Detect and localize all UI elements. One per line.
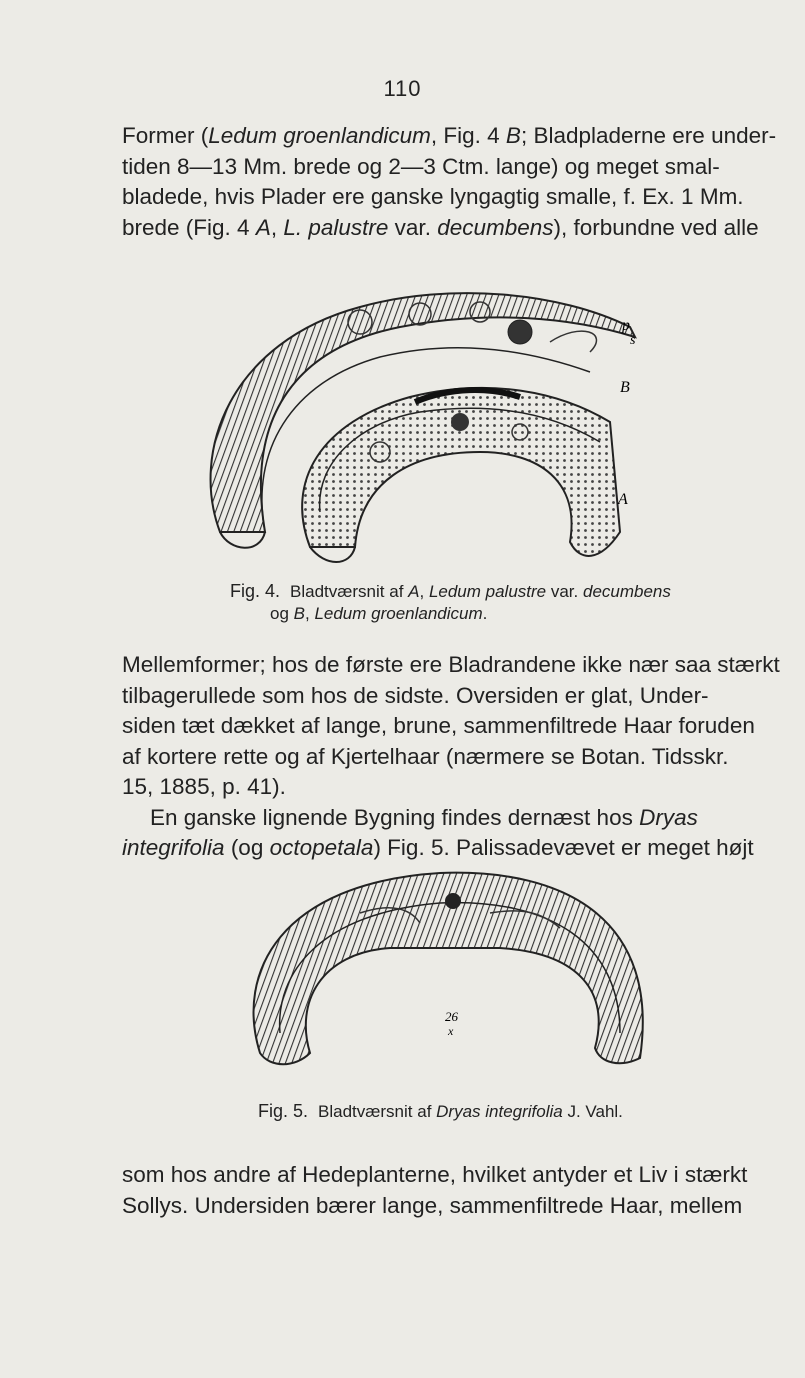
text-line	[122, 213, 762, 244]
caption-end: .	[482, 604, 488, 623]
text-line	[122, 803, 762, 834]
text: af kortere rette og af Kjertelhaar (nærmere se Botan. Tidsskr.	[122, 743, 729, 769]
text-line	[122, 742, 762, 773]
italic-text: B	[505, 123, 521, 148]
figure-4-leaf-cross-section	[190, 282, 670, 572]
caption-species: Dryas integrifolia	[436, 1102, 563, 1121]
italic-text: A	[255, 214, 271, 240]
text-line	[122, 711, 762, 742]
text: siden tæt dækket af lange, brune, sammenfiltrede Haar foruden	[122, 713, 755, 738]
italic-text: integrifolia	[122, 835, 225, 860]
label-b: B	[620, 379, 630, 396]
label-26: 26	[445, 1009, 458, 1024]
caption-a: A	[408, 582, 420, 601]
italic-text: Dryas	[639, 804, 698, 830]
text: ,	[270, 214, 284, 240]
caption-species-2: Ledum groenlandicum	[314, 604, 483, 623]
text: Mellemformer; hos de første ere Bladrandene ikke nær saa stærkt	[122, 652, 780, 677]
text: brede (Fig. 4	[122, 214, 256, 240]
caption-sep: ,	[419, 582, 429, 601]
page-number: 110	[383, 76, 422, 101]
text: ), forbundne ved alle	[553, 214, 759, 240]
figure-4-drawing	[190, 282, 670, 572]
figure-5-drawing	[240, 853, 660, 1071]
italic-text: decumbens	[437, 214, 554, 240]
text: ; Bladpladerne ere under-	[520, 123, 777, 148]
leaf-a-section	[302, 388, 620, 562]
text: (og	[224, 835, 270, 860]
italic-text: Ledum groenlandicum	[208, 123, 431, 148]
italic-text: L. palustre	[283, 214, 389, 240]
text: Former (	[122, 123, 209, 148]
text-line	[122, 650, 780, 681]
text: En ganske lignende Bygning findes dernæst hos	[150, 804, 640, 830]
caption-text: Bladtværsnit af	[290, 582, 409, 601]
text: som hos andre af Hedeplanterne, hvilket antyder et Liv i stærkt	[122, 1162, 748, 1187]
label-a: A	[618, 491, 628, 508]
text: var.	[388, 214, 438, 240]
figure-5-leaf-cross-section	[240, 853, 660, 1071]
text: ) Fig. 5. Palissadevævet er meget højt	[373, 835, 754, 860]
text-line	[122, 121, 777, 152]
caption-text: Bladtværsnit af	[318, 1102, 437, 1121]
text: , Fig. 4	[430, 123, 506, 148]
text: tiden 8—13 Mm. brede og 2—3 Ctm. lange) og meget smal-	[122, 153, 720, 179]
caption-og: og	[270, 604, 294, 623]
text-line	[122, 772, 762, 803]
paragraph-1	[122, 121, 777, 243]
text: 15, 1885, p. 41).	[122, 774, 286, 799]
caption-b: B	[293, 604, 305, 623]
text-line	[122, 1191, 762, 1222]
paragraph-2	[122, 650, 780, 864]
caption-variety: decumbens	[582, 582, 671, 601]
text-line	[122, 152, 762, 183]
label-s: s	[630, 333, 636, 348]
caption-sep-2: ,	[304, 604, 315, 623]
text: Sollys. Undersiden bærer lange, sammenfiltrede Haar, mellem	[122, 1192, 743, 1218]
label-x: x	[448, 1024, 454, 1038]
paragraph-3	[122, 1160, 762, 1221]
figure-4-number: Fig. 4.	[230, 581, 281, 601]
figure-5-caption	[258, 1100, 623, 1123]
label-p: p	[622, 317, 630, 334]
italic-text: octopetala	[269, 835, 374, 860]
figure-4-caption	[230, 580, 671, 625]
figure-5-number: Fig. 5.	[258, 1101, 309, 1121]
text: tilbagerullede som hos de sidste. Oversiden er glat, Under-	[122, 682, 709, 708]
caption-species-1: Ledum palustre	[428, 582, 547, 601]
caption-author: J. Vahl.	[562, 1102, 623, 1121]
text-line	[122, 681, 762, 712]
text: bladede, hvis Plader ere ganske lyngagtig smalle, f. Ex. 1 Mm.	[122, 184, 744, 209]
text-line	[122, 1160, 762, 1191]
caption-var: var.	[546, 582, 583, 601]
text-line	[122, 182, 762, 213]
